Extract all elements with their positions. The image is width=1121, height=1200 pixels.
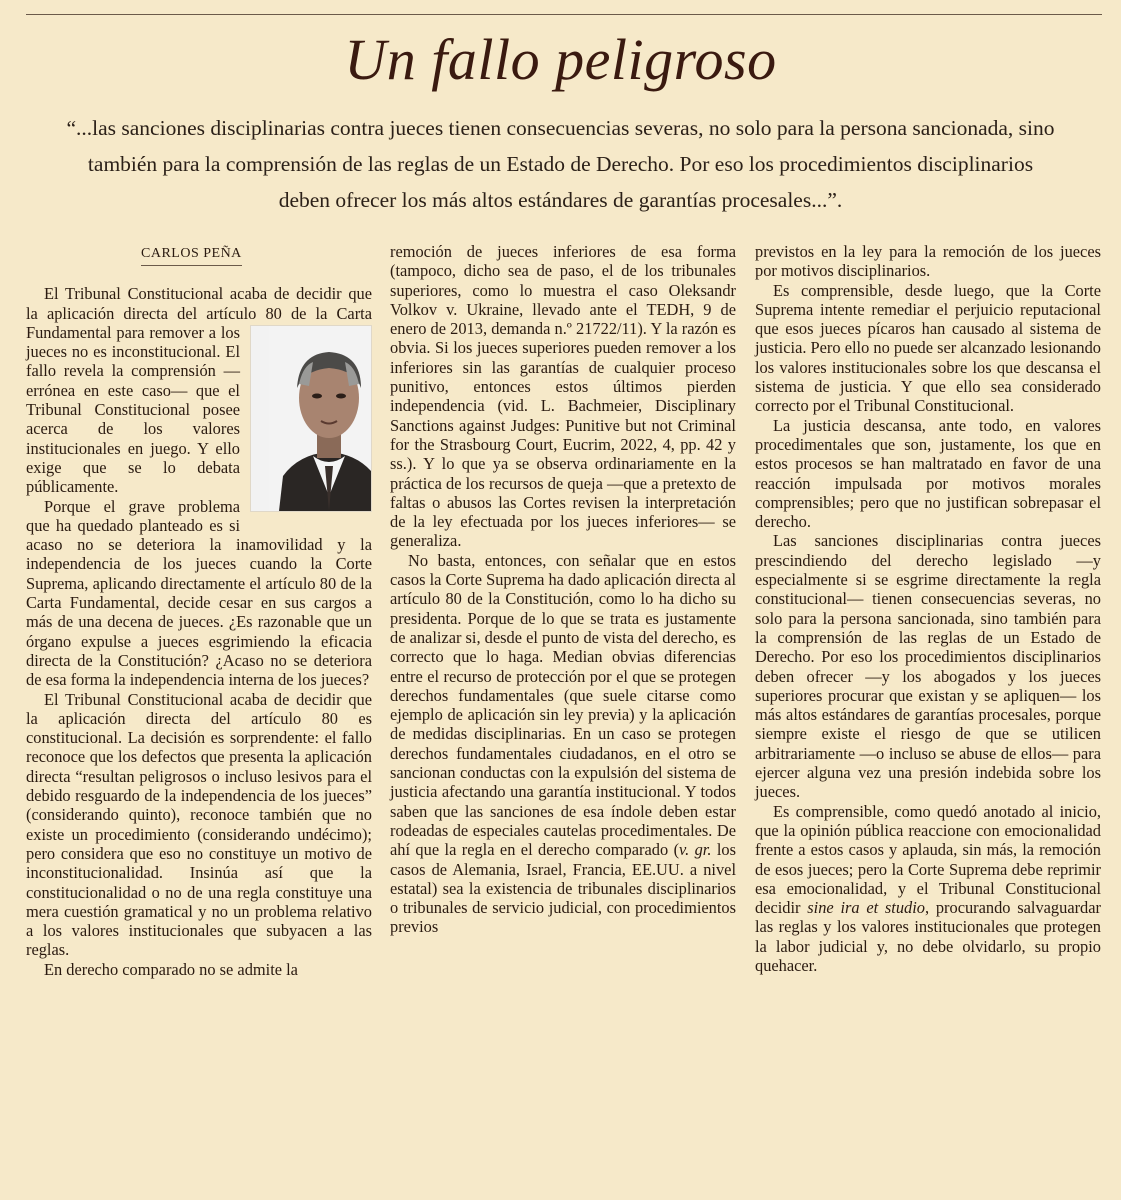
paragraph: previstos en la ley para la remoción de los jueces por motivos disciplinarios. — [755, 242, 1101, 281]
paragraph: Porque el grave problema que ha quedado planteado es si acaso no se deteriora la inamovilidad y la independencia de los jueces cuando la Corte Suprema, aplicando directamente el artículo 80 de la Carta Fundamental, decide cesar en sus cargos a más de una decena de jueces. ¿Es razonable que un órgano expulse a jueces esgrimiendo la eficacia directa de la Constitución? ¿Acaso no se deteriora de esa forma la independencia interna de los jueces? — [26, 496, 372, 690]
pull-quote: “...las sanciones disciplinarias contra jueces tienen consecuencias severas, no solo para la persona sancionada, sino también para la comprensión de las reglas de un Estado de Derecho. Por eso los procedimientos disciplinarios deben ofrecer los más altos estándares de garantías procesales...”. — [66, 116, 1055, 212]
paragraph — [755, 802, 1101, 976]
byline: CARLOS PEÑA — [141, 244, 242, 266]
paragraph-text: , procurando salvaguardar las reglas y los valores institucionales que protegen la labor judicial y, no debe olvidarlo, su propio quehacer. — [755, 898, 1101, 975]
paragraph: En derecho comparado no se admite la — [44, 959, 298, 979]
column-2 — [390, 242, 736, 937]
article-title: Un fallo peligroso — [344, 27, 777, 92]
paragraph-text: No basta, entonces, con señalar que en estos casos la Corte Suprema ha dado aplicación directa al artículo 80 de la Constitución, como lo ha dicho su presidenta. Porque de lo que se trata es justamente de analizar si, desde el punto de vista del derecho, es correcto que lo haga. Median obvias diferencias entre el recurso de protección por el que se protegen derechos fundamentales (que suele citarse como ejemplo de aplicación sin ley previa) y la aplicación de medidas disciplinarias. En un caso se protegen derechos fundamentales ciudadanos, en el otro se sancionan conductas con la expulsión del sistema de justicia afectando una garantía institucional. Y todos saben que las sanciones de esa índole deben estar rodeadas de especiales cautelas procedimentales. De ahí que la regla en el derecho comparado ( — [390, 550, 736, 860]
paragraph-text: Es comprensible, como quedó anotado al inicio, que la opinión pública reaccione con emocionalidad frente a estos casos y aplauda, sin más, la remoción de esos jueces; pero la Corte Suprema debe reprimir esa emocionalidad, y el Tribunal Constitucional decidir — [755, 801, 1101, 918]
emphasis: v. gr. — [679, 840, 712, 860]
paragraph-text: El Tribunal Constitucional acaba de decidir que la aplicación directa del artículo 80 de la Carta Fundamental para remover — [26, 284, 372, 342]
paragraph: Es comprensible, desde luego, que la Corte Suprema intente remediar el perjuicio reputacional que esos jueces pícaros han causado al sistema de justicia. Pero ello no puede ser alcanzado lesionando los valores institucionales sobre los que descansa el sistema de justicia. Y que ello sea considerado correcto por el Tribunal Constitucional. — [755, 280, 1101, 416]
emphasis: sine ira et studio — [807, 898, 925, 918]
paragraph-text: los casos de Alemania, Israel, Francia, EE.UU. a nivel estatal) sea la existencia de tribunales disciplinarios o tribunales de servicio judicial, con procedimientos previos — [390, 840, 737, 937]
paragraph: Las sanciones disciplinarias contra jueces prescindiendo del derecho legislado —y especialmente si se esgrime directamente la regla constitucional— tienen consecuencias severas, no solo para la persona sancionada, sino también para la comprensión de las reglas de un Estado de Derecho. Por eso los procedimientos disciplinarios deben ofrecer —y los abogados y los jueces superiores procurar que existan y se apliquen— los más altos estándares de garantías procesales, porque siempre existe el riesgo de que se utilicen arbitrariamente —o incluso se abuse de ellos— para ejercer alguna vez una presión indebida sobre los jueces. — [755, 531, 1101, 802]
column-1 — [26, 242, 372, 979]
paragraph: remoción de jueces inferiores de esa forma (tampoco, dicho sea de paso, el de los tribunales superiores, como lo muestra el caso Oleksandr Volkov v. Ukraine, llevado ante el TEDH, 9 de enero de 2013, demanda n.º 21722/11). Y la razón es obvia. Si los jueces superiores pueden remover a los inferiores sin las garantías de cualquier proceso punitivo, entonces estos últimos pierden independencia (vid. L. Bachmeier, Disciplinary Sanctions against Judges: Punitive but not Criminal for the Strasbourg Court, Eucrim, 2022, 4, pp. 42 y ss.). Y lo que ya se observa ordinariamente en la práctica de los recursos de queja —que a pretexto de faltas o abusos las Cortes revisen la interpretación de la ley efectuada por los jueces inferiores— se generaliza. — [390, 242, 736, 551]
paragraph — [26, 284, 372, 496]
paragraph: La justicia descansa, ante todo, en valores procedimentales que son, justamente, los que en estos procesos se han maltratado en favor de una reacción impulsada por motivos morales comprensibles; pero que no justifican sobrepasar el derecho. — [755, 415, 1101, 532]
paragraph: El Tribunal Constitucional acaba de decidir que la aplicación directa del artículo 80 es constitucional. La decisión es sorprendente: el fallo reconoce que los defectos que presenta la aplicación directa “resultan peligrosos o incluso lesivos para el debido resguardo de la independencia de los jueces” (considerando quinto), reconoce también que no existe un procedimiento (considerando undécimo); pero considera que eso no constituye un motivo de inconstitucionalidad. Insinúa así que la constitucionalidad o no de una regla constituye una mera cuestión gramatical y no un problema relativo a los valores institucionales que subyacen a las reglas. — [26, 689, 372, 960]
author-photo — [250, 325, 372, 512]
author-portrait-icon — [269, 326, 372, 511]
top-rule — [26, 14, 1102, 15]
paragraph — [390, 551, 736, 937]
paragraph-text: a los jueces no es inconstitucional. El fallo revela la comprensión —errónea en este caso— que el Tribunal Constitucional posee acerca de los valores institucionales en juego. Y ello exige que se lo debata públicamente. — [26, 322, 240, 497]
column-3 — [755, 242, 1101, 975]
